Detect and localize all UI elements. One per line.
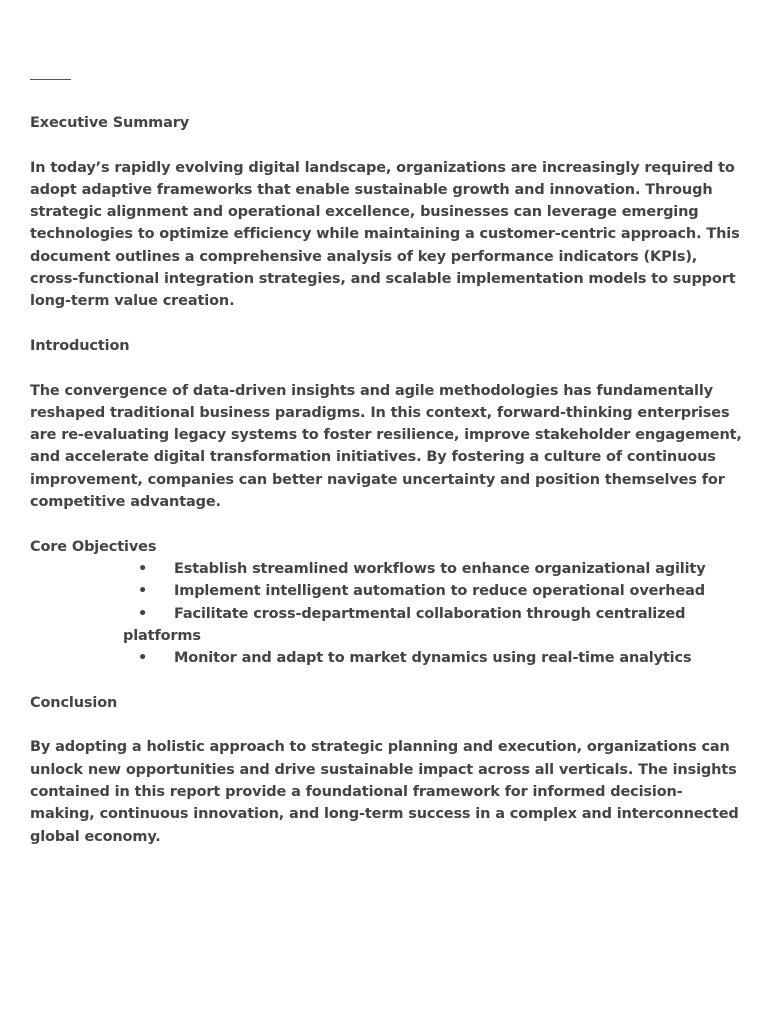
- bullet-icon: •: [138, 605, 148, 622]
- bullet-icon: •: [138, 560, 148, 577]
- introduction-heading: Introduction: [30, 337, 130, 354]
- spacer: [30, 134, 742, 156]
- conclusion-heading: Conclusion: [30, 694, 118, 711]
- list-item-continuation: platforms: [123, 627, 201, 644]
- core-objectives-heading: Core Objectives: [30, 538, 157, 555]
- list-item: [30, 558, 742, 580]
- list-item-text: Establish streamlined workflows to enhance organizational agility: [174, 560, 706, 577]
- list-item-text: Implement intelligent automation to reduce operational overhead: [174, 583, 706, 600]
- executive-summary-text: In today’s rapidly evolving digital landscape, organizations are increasingly required to adopt adaptive frameworks that enable sustainable growth and innovation. Through strategic alignment and operational excellence, businesses can leverage emerging technologies to optimize efficiency while maintaining a customer-centric approach. This document outlines a comprehensive analysis of key performance indicators (KPIs), cross-functional integration strategies, and scalable implementation models to support long-term value creation.: [30, 159, 740, 310]
- list-item: [30, 603, 742, 648]
- spacer: [30, 513, 742, 535]
- core-objectives-list: [30, 558, 742, 669]
- list-item-text: Facilitate cross-departmental collaboration through centralized: [174, 605, 686, 622]
- document-body: [30, 112, 742, 848]
- list-item: [30, 647, 742, 669]
- executive-summary-heading: Executive Summary: [30, 115, 190, 131]
- spacer: [30, 669, 742, 691]
- conclusion-text: By adopting a holistic approach to strategic planning and execution, organizations can unlock new opportunities and drive sustainable impact across all verticals. The insights contained in this report provide a foundational framework for informed decision-making, continuous innovation, and long-term success in a complex and interconnected global economy.: [30, 739, 739, 845]
- introduction-text: The convergence of data-driven insights and agile methodologies has fundamentally reshaped traditional business paradigms. In this context, forward-thinking enterprises are re-evaluating legacy systems to foster resilience, improve stakeholder engagement, and accelerate digital transformation initiatives. By fostering a culture of continuous improvement, companies can better navigate uncertainty and position themselves for competitive advantage.: [30, 382, 742, 511]
- list-item: [30, 580, 742, 602]
- list-item-text: Monitor and adapt to market dynamics using real-time analytics: [174, 650, 692, 667]
- bullet-icon: •: [138, 650, 148, 667]
- bullet-icon: •: [138, 583, 148, 600]
- spacer: [30, 714, 742, 736]
- spacer: [30, 357, 742, 379]
- spacer: [30, 313, 742, 335]
- header-rule: [30, 79, 71, 80]
